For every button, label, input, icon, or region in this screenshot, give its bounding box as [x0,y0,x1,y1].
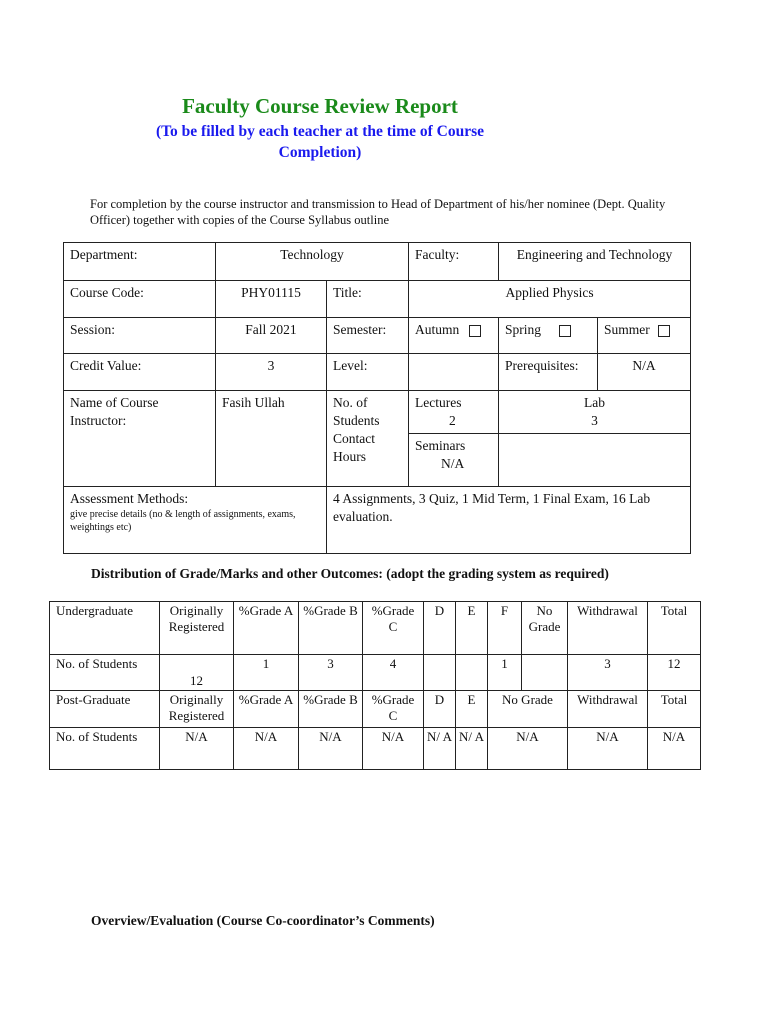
lab-label: Lab [584,395,606,410]
ug-f-value: 1 [488,655,522,691]
title-label: Title: [327,281,409,318]
credit-value: 3 [216,354,327,391]
credit-label: Credit Value: [64,354,216,391]
spring-checkbox[interactable] [559,325,571,337]
level-value [409,354,499,391]
pg-total-header: Total [648,691,701,728]
pg-d-header: D [424,691,456,728]
students-contact-label: No. of Students Contact Hours [327,391,409,487]
pg-e-value: N/ A [456,728,488,770]
course-code-label: Course Code: [64,281,216,318]
level-label: Level: [327,354,409,391]
intro-text: For completion by the course instructor and transmission to Head of Department of his/her nominee (Dept. Quality Officer) together with copies of the Course Syllabus outline [90,197,666,227]
prereq-value: N/A [598,354,691,391]
ug-f-header: F [488,602,522,655]
ug-e-header: E [456,602,488,655]
ug-label: Undergraduate [50,602,160,655]
faculty-label: Faculty: [409,243,499,281]
faculty-value: Engineering and Technology [499,243,691,281]
pg-registered-header: Originally Registered [160,691,234,728]
pg-registered-value: N/A [160,728,234,770]
pg-grade-c-header: %Grade C [363,691,424,728]
ug-grade-c-header: %Grade C [363,602,424,655]
assessment-label: Assessment Methods: [70,491,189,506]
semester-spring[interactable] [499,318,598,354]
ug-grade-a-header: %Grade A [234,602,299,655]
autumn-checkbox[interactable] [469,325,481,337]
ug-registered-value: 12 [160,655,234,691]
prereq-label: Prerequisites: [499,354,598,391]
spring-label: Spring [505,322,542,337]
pg-grade-b-header: %Grade B [299,691,363,728]
pg-no-grade-value: N/A [488,728,568,770]
ug-students-label: No. of Students [50,655,160,691]
ug-withdrawal-header: Withdrawal [568,602,648,655]
seminars-value: N/A [441,456,465,471]
lectures-value: 2 [449,413,456,428]
ug-no-grade-header: No Grade [522,602,568,655]
assessment-value: 4 Assignments, 3 Quiz, 1 Mid Term, 1 Final Exam, 16 Lab evaluation. [327,487,691,554]
pg-withdrawal-header: Withdrawal [568,691,648,728]
ug-no-grade-value [522,655,568,691]
distribution-heading: Distribution of Grade/Marks and other Outcomes: (adopt the grading system as required) [91,566,609,581]
session-value: Fall 2021 [216,318,327,354]
semester-autumn[interactable] [409,318,499,354]
overview-heading: Overview/Evaluation (Course Co-coordinator’s Comments) [91,913,435,928]
pg-students-label: No. of Students [50,728,160,770]
ug-withdrawal-value: 3 [568,655,648,691]
semester-summer[interactable] [598,318,691,354]
ug-d-header: D [424,602,456,655]
report-subtitle: (To be filled by each teacher at the time of Course Completion) [155,123,485,161]
lectures-label: Lectures [415,395,462,410]
grade-distribution-table [49,601,701,770]
department-label: Department: [64,243,216,281]
lab-value: 3 [591,413,598,428]
seminars-label: Seminars [415,438,466,453]
pg-total-value: N/A [648,728,701,770]
report-title: Faculty Course Review Report [182,94,458,118]
seminars-cell [409,434,499,487]
instructor-label: Name of Course Instructor: [64,391,216,487]
pg-label: Post-Graduate [50,691,160,728]
session-label: Session: [64,318,216,354]
ug-grade-a-value: 1 [234,655,299,691]
ug-total-header: Total [648,602,701,655]
summer-label: Summer [604,322,650,337]
department-value: Technology [216,243,409,281]
assessment-note: give precise details (no & length of assignments, exams, weightings etc) [70,509,296,533]
ug-d-value [424,655,456,691]
ug-grade-c-value: 4 [363,655,424,691]
ug-registered-header: Originally Registered [160,602,234,655]
pg-grade-c-value: N/A [363,728,424,770]
pg-withdrawal-value: N/A [568,728,648,770]
lab-cell [499,391,691,434]
course-info-table [63,242,691,554]
pg-grade-b-value: N/A [299,728,363,770]
autumn-label: Autumn [415,322,460,337]
semester-label: Semester: [327,318,409,354]
ug-grade-b-value: 3 [299,655,363,691]
pg-d-value: N/ A [424,728,456,770]
pg-no-grade-header: No Grade [488,691,568,728]
ug-e-value [456,655,488,691]
assessment-cell [64,487,327,554]
instructor-value: Fasih Ullah [216,391,327,487]
pg-grade-a-header: %Grade A [234,691,299,728]
title-value: Applied Physics [409,281,691,318]
ug-grade-b-header: %Grade B [299,602,363,655]
empty-cell [499,434,691,487]
pg-e-header: E [456,691,488,728]
ug-total-value: 12 [648,655,701,691]
lectures-cell [409,391,499,434]
pg-grade-a-value: N/A [234,728,299,770]
course-code-value: PHY01115 [216,281,327,318]
summer-checkbox[interactable] [658,325,670,337]
